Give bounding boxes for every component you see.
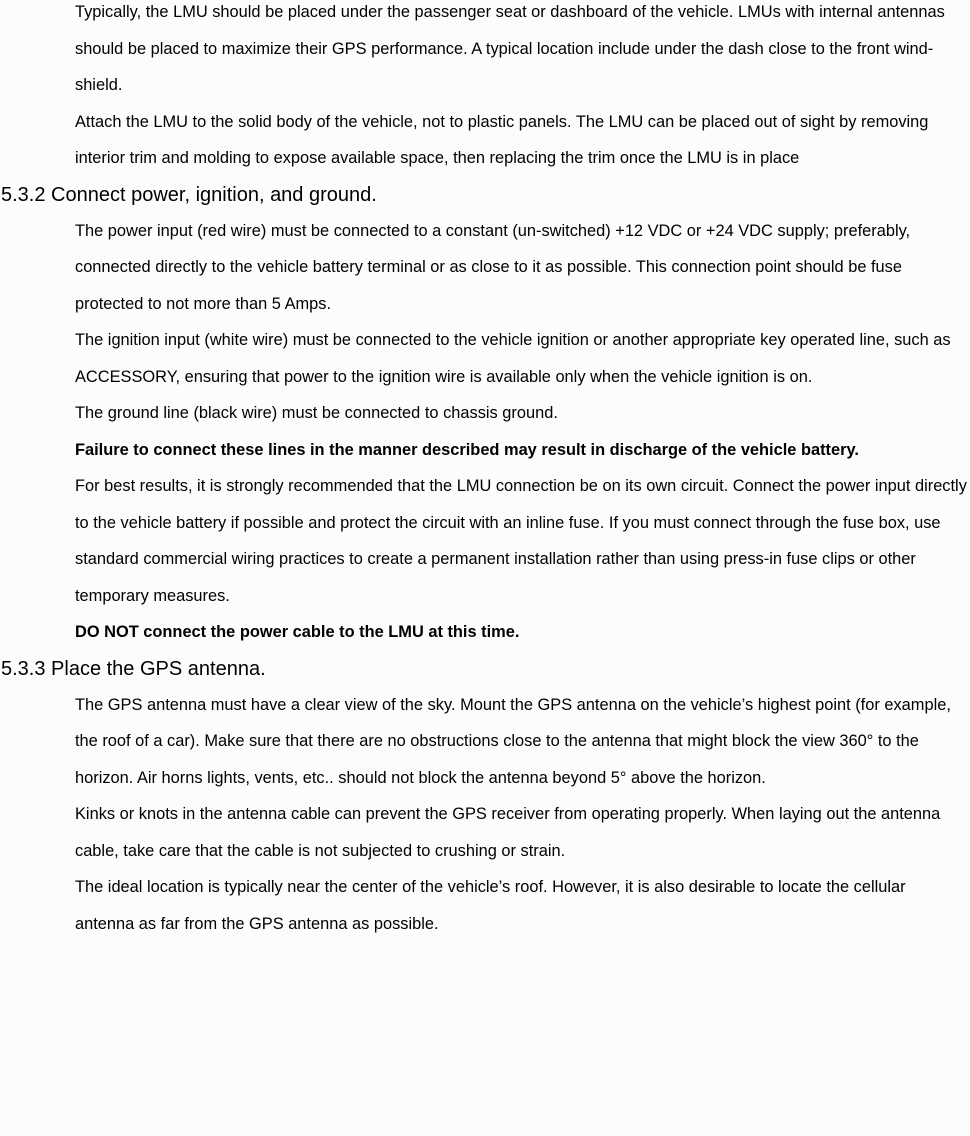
- ground-line-paragraph: The ground line (black wire) must be connected to chassis ground.: [75, 404, 558, 422]
- intro-paragraph-attach: Attach the LMU to the solid body of the vehicle, not to plastic panels. The LMU can be placed out of sight by removing interior trim and molding to expose available space, then replacing the trim once the LMU is in place: [75, 112, 929, 167]
- section-heading-gps: 5.3.3 Place the GPS antenna.: [1, 657, 266, 680]
- power-cable-notice: DO NOT connect the power cable to the LMU at this time.: [75, 623, 520, 641]
- section-heading-power: 5.3.2 Connect power, ignition, and ground.: [1, 183, 377, 206]
- battery-warning: Failure to connect these lines in the manner described may result in discharge of the vehicle battery.: [75, 440, 859, 459]
- power-input-paragraph: The power input (red wire) must be connected to a constant (un-switched) +12 VDC or +24 VDC supply; preferably, connected directly to the vehicle battery terminal or as close to it as possible. This connection point should be fuse protected to not more than 5 Amps.: [75, 221, 911, 313]
- ignition-input-paragraph: The ignition input (white wire) must be connected to the vehicle ignition or another appropriate key operated line, such as ACCESSORY, ensuring that power to the ignition wire is available only when the vehicle ignition is on.: [75, 331, 951, 386]
- gps-clear-view-paragraph: The GPS antenna must have a clear view of the sky. Mount the GPS antenna on the vehicle’s highest point (for example, the roof of a car). Make sure that there are no obstructions close to the antenna that might block the view 360° to the horizon. Air horns lights, vents, etc.. should not block the antenna beyond 5° above the horizon.: [75, 695, 951, 787]
- ideal-location-paragraph: The ideal location is typically near the center of the vehicle’s roof. However, it is also desirable to locate the cellular antenna as far from the GPS antenna as possible.: [75, 878, 906, 933]
- antenna-cable-paragraph: Kinks or knots in the antenna cable can prevent the GPS receiver from operating properly. When laying out the antenna cable, take care that the cable is not subjected to crushing or strain.: [75, 805, 941, 860]
- intro-paragraph-placement: Typically, the LMU should be placed under the passenger seat or dashboard of the vehicle. LMUs with internal antennas should be placed to maximize their GPS performance. A typical location include under the dash close to the front wind-shield.: [75, 3, 945, 94]
- circuit-recommendation-paragraph: For best results, it is strongly recommended that the LMU connection be on its own circuit. Connect the power input directly to the vehicle battery if possible and protect the circuit with an inline fuse. If you must connect through the fuse box, use standard commercial wiring practices to create a permanent installation rather than using press-in fuse clips or other temporary measures.: [75, 477, 967, 605]
